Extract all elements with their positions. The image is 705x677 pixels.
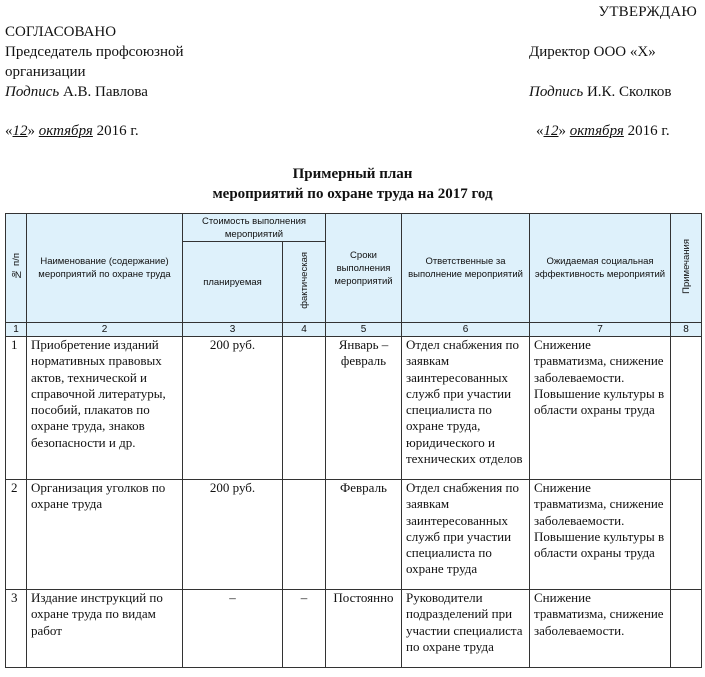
left-sign-line xyxy=(5,82,184,102)
row2-responsible: Отдел снабжения по заявкам заинтересованных служб при участии специалиста по охране труда xyxy=(402,480,530,590)
approve-block xyxy=(529,42,671,102)
header-effect: Ожидаемая социальная эффективность мероприятий xyxy=(530,214,671,323)
right-date xyxy=(536,123,670,140)
header-cost: Стоимость выполнения мероприятий xyxy=(183,214,326,242)
header-num-text: № п/п xyxy=(10,252,22,280)
row2-planned: 200 руб. xyxy=(183,480,283,590)
colnum-3: 3 xyxy=(183,323,283,337)
left-role-line1: Председатель профсоюзной xyxy=(5,44,184,60)
left-date-month: октября xyxy=(38,123,93,139)
colnum-2: 2 xyxy=(27,323,183,337)
agreed-heading: СОГЛАСОВАНО xyxy=(5,24,117,40)
left-signer-name: А.В. Павлова xyxy=(62,84,148,100)
right-signer-name: И.К. Сколков xyxy=(586,84,672,100)
header-terms: Сроки выполнения мероприятий xyxy=(326,214,402,323)
approve-heading: УТВЕРЖДАЮ xyxy=(598,4,697,20)
header-responsible: Ответственные за выполнение мероприятий xyxy=(402,214,530,323)
right-date-close-quote: » xyxy=(558,123,566,139)
left-date-close-quote: » xyxy=(27,123,35,139)
right-date-day: 12 xyxy=(543,123,559,139)
left-date-open-quote: « xyxy=(5,123,13,139)
row1-terms: Январь – февраль xyxy=(326,337,402,480)
agreed-block xyxy=(5,22,184,102)
left-date-year: 2016 г. xyxy=(96,123,139,139)
row2-effect: Снижение травматизма, снижение заболеваемости. Повышение культуры в области охраны труда xyxy=(530,480,671,590)
row2-notes xyxy=(671,480,702,590)
left-role-line2: организации xyxy=(5,64,86,80)
row3-responsible: Руководители подразделений при участии специалиста по охране труда xyxy=(402,590,530,668)
plan-table xyxy=(5,213,702,668)
row1-notes xyxy=(671,337,702,480)
plan-title-line2: мероприятий по охране труда на 2017 год xyxy=(212,186,493,202)
row2-name: Организация уголков по охране труда xyxy=(27,480,183,590)
plan-title xyxy=(0,164,705,204)
right-sign-word: Подпись xyxy=(529,84,584,100)
colnum-4: 4 xyxy=(283,323,326,337)
row1-name: Приобретение изданий нормативных правовых актов, технической и справочной литературы, пособий, плакатов по охране труда, знаков безопасности и др. xyxy=(27,337,183,480)
right-sign-line xyxy=(529,82,671,102)
row3-name: Издание инструкций по охране труда по видам работ xyxy=(27,590,183,668)
row2-terms: Февраль xyxy=(326,480,402,590)
row1-responsible: Отдел снабжения по заявкам заинтересованных служб при участии специалиста по охране труда, юридического и технических отделов xyxy=(402,337,530,480)
row2-actual xyxy=(283,480,326,590)
row1-num: 1 xyxy=(6,337,27,480)
row1-effect: Снижение травматизма, снижение заболеваемости. Повышение культуры в области охраны труда xyxy=(530,337,671,480)
row3-notes xyxy=(671,590,702,668)
right-date-year: 2016 г. xyxy=(627,123,670,139)
right-role: Директор ООО «Х» xyxy=(529,44,656,60)
header-actual-text: фактическая xyxy=(298,251,310,309)
row3-num: 3 xyxy=(6,590,27,668)
table-row xyxy=(6,480,702,590)
row3-terms: Постоянно xyxy=(326,590,402,668)
left-date-day: 12 xyxy=(12,123,28,139)
header-notes-text: Примечания xyxy=(680,238,692,294)
right-date-month: октября xyxy=(569,123,624,139)
colnum-1: 1 xyxy=(6,323,27,337)
header-notes xyxy=(671,214,702,323)
colnum-8: 8 xyxy=(671,323,702,337)
row1-actual xyxy=(283,337,326,480)
row2-num: 2 xyxy=(6,480,27,590)
colnum-5: 5 xyxy=(326,323,402,337)
colnum-7: 7 xyxy=(530,323,671,337)
row3-planned: – xyxy=(183,590,283,668)
header-name: Наименование (содержание) мероприятий по охране труда xyxy=(27,214,183,323)
left-date xyxy=(5,123,139,140)
header-actual xyxy=(283,242,326,323)
plan-title-line1: Примерный план xyxy=(292,166,413,182)
table-row xyxy=(6,337,702,480)
row3-effect: Снижение травматизма, снижение заболеваемости. xyxy=(530,590,671,668)
left-sign-word: Подпись xyxy=(5,84,60,100)
header-planned: планируемая xyxy=(183,242,283,323)
colnum-6: 6 xyxy=(402,323,530,337)
right-date-open-quote: « xyxy=(536,123,544,139)
table-row xyxy=(6,590,702,668)
header-num xyxy=(6,214,27,323)
row3-actual: – xyxy=(283,590,326,668)
row1-planned: 200 руб. xyxy=(183,337,283,480)
